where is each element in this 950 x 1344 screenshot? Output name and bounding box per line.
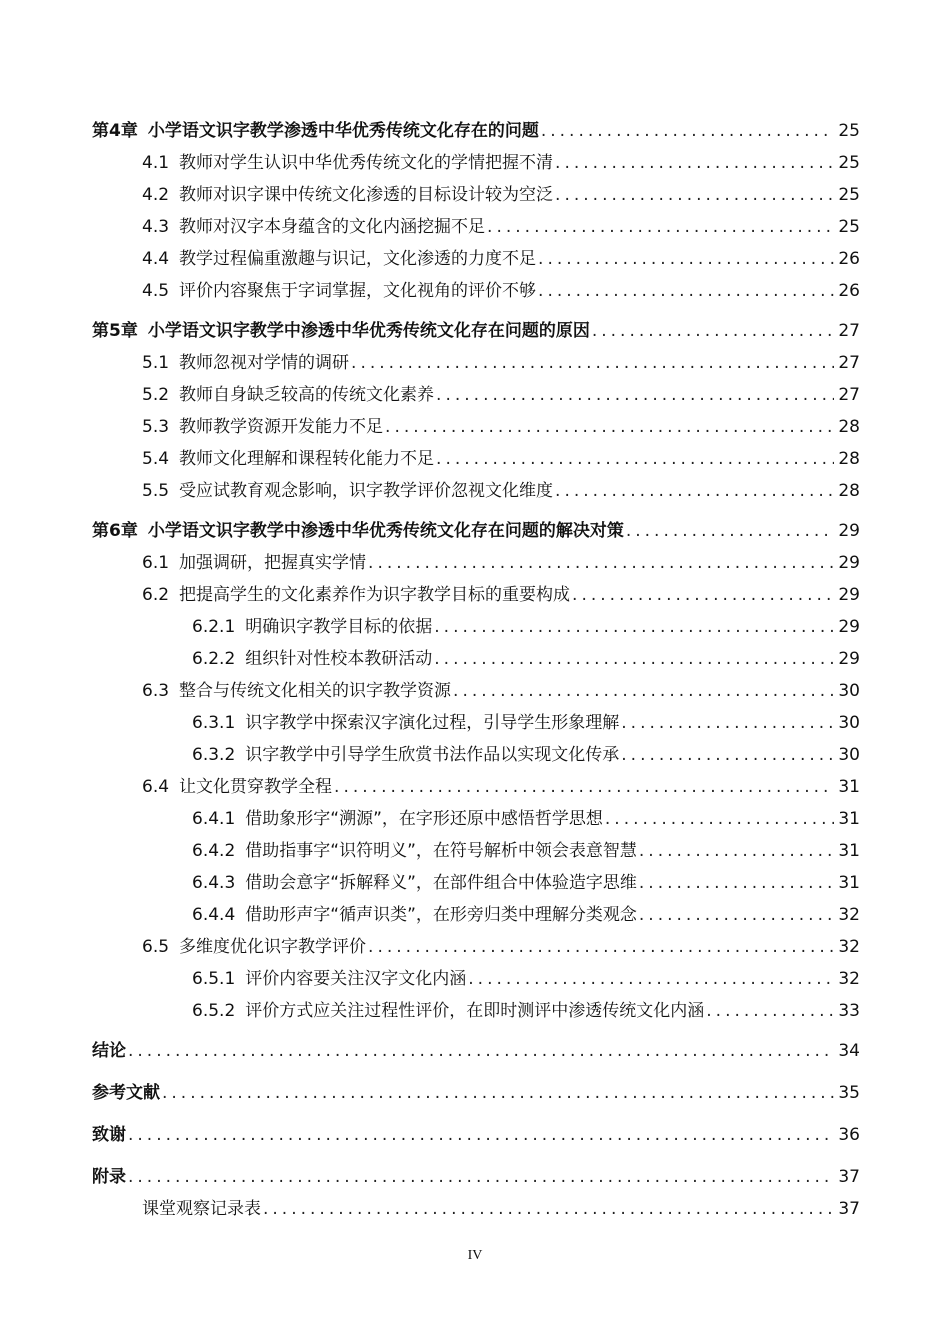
toc-entry[interactable] [192, 872, 860, 894]
toc-entry[interactable] [192, 968, 860, 990]
toc-entry[interactable] [92, 120, 860, 142]
toc-entry-number: 5.2 [142, 385, 170, 405]
toc-entry-title: 教师自身缺乏较高的传统文化素养 [179, 385, 435, 405]
toc-entry-number: 6.4.1 [192, 809, 236, 829]
toc-dot-leader [434, 648, 834, 670]
toc-entry-number: 4.5 [142, 281, 170, 301]
toc-dot-leader [128, 1124, 834, 1146]
toc-entry[interactable] [142, 584, 860, 606]
toc-entry[interactable] [142, 216, 860, 238]
toc-entry-title: 让文化贯穿教学全程 [179, 777, 333, 797]
toc-entry-number: 4.3 [142, 217, 170, 237]
toc-entry-number: 4.4 [142, 249, 170, 269]
toc-entry-page: 29 [838, 617, 860, 637]
toc-entry-title: 把提高学生的文化素养作为识字教学目标的重要构成 [179, 585, 571, 605]
toc-entry[interactable] [142, 416, 860, 438]
toc-entry-title: 教师忽视对学情的调研 [179, 353, 350, 373]
toc-entry-number: 4.2 [142, 185, 170, 205]
toc-entry-title: 整合与传统文化相关的识字教学资源 [179, 681, 452, 701]
toc-entry-page: 29 [838, 649, 860, 669]
toc-entry-number: 5.1 [142, 353, 170, 373]
toc-entry-page: 30 [838, 745, 860, 765]
toc-entry[interactable] [92, 1166, 860, 1188]
toc-entry-number: 6.5 [142, 937, 170, 957]
toc-entry-title: 教学过程偏重激趣与识记，文化渗透的力度不足 [179, 249, 537, 269]
toc-entry-title: 受应试教育观念影响，识字教学评价忽视文化维度 [179, 481, 554, 501]
toc-entry[interactable] [192, 648, 860, 670]
toc-entry-page: 28 [838, 481, 860, 501]
toc-entry-page: 33 [838, 1001, 860, 1021]
toc-entry-title: 组织针对性校本教研活动 [245, 649, 433, 669]
toc-entry-title: 借助会意字“拆解释义”，在部件组合中体验造字思维 [245, 873, 637, 893]
toc-dot-leader [436, 384, 834, 406]
toc-entry-number: 4.1 [142, 153, 170, 173]
toc-dot-leader [639, 904, 834, 926]
toc-entry[interactable] [142, 384, 860, 406]
toc-entry-number: 6.3.2 [192, 745, 236, 765]
toc-entry-number: 5.4 [142, 449, 170, 469]
toc-entry-title: 借助指事字“识符明义”，在符号解析中领会表意智慧 [245, 841, 637, 861]
toc-entry-number: 6.2 [142, 585, 170, 605]
toc-entry-page: 27 [838, 353, 860, 373]
toc-entry-title: 教师教学资源开发能力不足 [179, 417, 384, 437]
toc-entry-title: 多维度优化识字教学评价 [179, 937, 367, 957]
toc-dot-leader [592, 320, 835, 342]
toc-entry[interactable] [142, 680, 860, 702]
toc-entry-title: 附录 [92, 1167, 126, 1187]
toc-entry-number: 6.4.3 [192, 873, 236, 893]
toc-entry-title: 评价方式应关注过程性评价，在即时测评中渗透传统文化内涵 [245, 1001, 705, 1021]
toc-entry-number: 6.4.4 [192, 905, 236, 925]
toc-entry-page: 29 [838, 553, 860, 573]
toc-entry[interactable] [92, 520, 860, 542]
toc-entry-title: 借助象形字“溯源”，在字形还原中感悟哲学思想 [245, 809, 603, 829]
toc-entry-page: 25 [838, 185, 860, 205]
toc-entry-title: 明确识字教学目标的依据 [245, 617, 433, 637]
toc-dot-leader [453, 680, 834, 702]
toc-dot-leader [468, 968, 834, 990]
toc-entry[interactable] [142, 1198, 860, 1220]
toc-dot-leader [639, 840, 834, 862]
toc-entry[interactable] [142, 184, 860, 206]
toc-dot-leader [621, 712, 834, 734]
toc-dot-leader [487, 216, 834, 238]
toc-entry[interactable] [192, 840, 860, 862]
toc-entry-title: 教师对汉字本身蕴含的文化内涵挖掘不足 [179, 217, 486, 237]
toc-entry-page: 32 [838, 937, 860, 957]
toc-entry-title: 识字教学中探索汉字演化过程，引导学生形象理解 [245, 713, 620, 733]
toc-entry-title: 课堂观察记录表 [142, 1199, 261, 1219]
toc-entry[interactable] [142, 248, 860, 270]
toc-entry-page: 25 [838, 153, 860, 173]
toc-dot-leader [621, 744, 834, 766]
toc-entry-number: 6.2.1 [192, 617, 236, 637]
toc-entry-number: 6.5.1 [192, 969, 236, 989]
toc-entry-number: 6.1 [142, 553, 170, 573]
toc-dot-leader [572, 584, 834, 606]
toc-dot-leader [351, 352, 834, 374]
toc-entry-page: 28 [838, 449, 860, 469]
toc-entry-title: 识字教学中引导学生欣赏书法作品以实现文化传承 [245, 745, 620, 765]
toc-dot-leader [626, 520, 835, 542]
toc-dot-leader [385, 416, 834, 438]
toc-entry[interactable] [192, 1000, 860, 1022]
toc-entry[interactable] [192, 904, 860, 926]
toc-entry[interactable] [142, 152, 860, 174]
toc-entry-title: 参考文献 [92, 1083, 160, 1103]
toc-dot-leader [605, 808, 834, 830]
toc-entry[interactable] [92, 1040, 860, 1062]
toc-entry-number: 6.4.2 [192, 841, 236, 861]
toc-entry-page: 34 [838, 1041, 860, 1061]
toc-entry[interactable] [192, 616, 860, 638]
toc-entry[interactable] [142, 448, 860, 470]
toc-entry-number: 6.5.2 [192, 1001, 236, 1021]
toc-dot-leader [639, 872, 834, 894]
toc-entry-page: 31 [838, 809, 860, 829]
toc-entry-page: 31 [838, 873, 860, 893]
toc-dot-leader [541, 120, 835, 142]
toc-entry-title: 小学语文识字教学渗透中华优秀传统文化存在的问题 [147, 121, 539, 141]
toc-entry-title: 结论 [92, 1041, 126, 1061]
toc-entry-title: 小学语文识字教学中渗透中华优秀传统文化存在问题的解决对策 [147, 521, 624, 541]
toc-dot-leader [555, 152, 834, 174]
toc-entry-title: 教师对学生认识中华优秀传统文化的学情把握不清 [179, 153, 554, 173]
toc-dot-leader [555, 184, 834, 206]
toc-entry-page: 37 [838, 1199, 860, 1219]
toc-entry-page: 37 [838, 1167, 860, 1187]
toc-entry-number: 6.3 [142, 681, 170, 701]
toc-dot-leader [538, 248, 834, 270]
toc-entry-number: 第4章 [92, 121, 138, 141]
toc-entry-number: 6.3.1 [192, 713, 236, 733]
toc-dot-leader [555, 480, 834, 502]
toc-entry-page: 26 [838, 281, 860, 301]
toc-entry-page: 25 [838, 121, 860, 141]
toc-entry[interactable] [192, 744, 860, 766]
toc-entry-page: 31 [838, 841, 860, 861]
toc-entry[interactable] [142, 280, 860, 302]
toc-entry[interactable] [92, 1082, 860, 1104]
toc-entry-page: 36 [838, 1125, 860, 1145]
toc-entry[interactable] [192, 808, 860, 830]
toc-dot-leader [162, 1082, 834, 1104]
toc-entry[interactable] [142, 480, 860, 502]
toc-entry-number: 6.4 [142, 777, 170, 797]
toc-entry-page: 30 [838, 713, 860, 733]
toc-entry-page: 31 [838, 777, 860, 797]
toc-entry-title: 借助形声字“循声识类”，在形旁归类中理解分类观念 [245, 905, 637, 925]
toc-entry[interactable] [192, 712, 860, 734]
toc-entry-number: 5.5 [142, 481, 170, 501]
toc-dot-leader [368, 552, 834, 574]
toc-dot-leader [706, 1000, 834, 1022]
toc-entry-number: 第5章 [92, 321, 138, 341]
toc-entry-title: 教师文化理解和课程转化能力不足 [179, 449, 435, 469]
toc-entry-title: 致谢 [92, 1125, 126, 1145]
toc-entry[interactable] [142, 776, 860, 798]
toc-entry[interactable] [92, 1124, 860, 1146]
toc-entry-page: 32 [838, 969, 860, 989]
toc-entry-page: 27 [838, 321, 860, 341]
toc-entry-title: 评价内容聚焦于字词掌握，文化视角的评价不够 [179, 281, 537, 301]
toc-entry[interactable] [142, 552, 860, 574]
toc-dot-leader [538, 280, 834, 302]
toc-entry[interactable] [92, 320, 860, 342]
toc-entry-title: 小学语文识字教学中渗透中华优秀传统文化存在问题的原因 [147, 321, 590, 341]
toc-dot-leader [128, 1040, 834, 1062]
toc-entry-page: 35 [838, 1083, 860, 1103]
toc-entry[interactable] [142, 936, 860, 958]
toc-entry-page: 30 [838, 681, 860, 701]
toc-entry-page: 29 [838, 521, 860, 541]
toc-entry-page: 29 [838, 585, 860, 605]
toc-dot-leader [436, 448, 834, 470]
toc-entry-title: 教师对识字课中传统文化渗透的目标设计较为空泛 [179, 185, 554, 205]
toc-entry-page: 26 [838, 249, 860, 269]
toc-dot-leader [263, 1198, 834, 1220]
page-footer-number: IV [467, 1248, 483, 1263]
toc-dot-leader [434, 616, 834, 638]
toc-entry-title: 加强调研，把握真实学情 [179, 553, 367, 573]
toc-entry[interactable] [142, 352, 860, 374]
toc-dot-leader [368, 936, 834, 958]
toc-entry-number: 6.2.2 [192, 649, 236, 669]
toc-entry-page: 28 [838, 417, 860, 437]
toc-entry-number: 第6章 [92, 521, 138, 541]
toc-entry-number: 5.3 [142, 417, 170, 437]
toc-entry-title: 评价内容要关注汉字文化内涵 [245, 969, 467, 989]
toc-dot-leader [128, 1166, 834, 1188]
toc-entry-page: 32 [838, 905, 860, 925]
toc-entry-page: 25 [838, 217, 860, 237]
toc-dot-leader [334, 776, 834, 798]
toc-entry-page: 27 [838, 385, 860, 405]
